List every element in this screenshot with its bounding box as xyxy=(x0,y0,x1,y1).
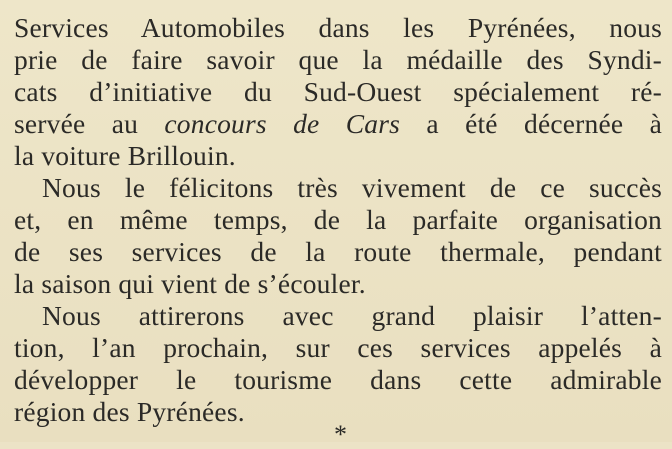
italic-phrase: concours de Cars xyxy=(164,108,401,139)
text-line: la saison qui vient de s’écouler. xyxy=(14,268,366,299)
text-line: développer le tourisme dans cette admirable xyxy=(14,364,662,395)
text-line: de ses services de la route thermale, pendant xyxy=(14,236,662,267)
text-line: prie de faire savoir que la médaille des Syndi- xyxy=(14,44,662,75)
text-line: Nous le félicitons très vivement de ce succès xyxy=(42,172,662,203)
text-line: tion, l’an prochain, sur ces services appelés à xyxy=(14,332,662,363)
text-line: Services Automobiles dans les Pyrénées, nous xyxy=(14,12,662,43)
text-segment: a été décernée à xyxy=(400,108,663,139)
text-line: la voiture Brillouin. xyxy=(14,140,236,171)
section-separator: * xyxy=(334,420,347,449)
article-body xyxy=(14,12,662,428)
text-line: et, en même temps, de la parfaite organisation xyxy=(14,204,662,235)
text-line: Nous attirerons avec grand plaisir l’atten- xyxy=(42,300,662,331)
text-line xyxy=(14,108,662,140)
text-segment: servée au xyxy=(14,108,165,139)
text-line: cats d’initiative du Sud-Ouest spécialement ré- xyxy=(14,76,662,107)
text-line: région des Pyrénées. xyxy=(14,396,245,427)
